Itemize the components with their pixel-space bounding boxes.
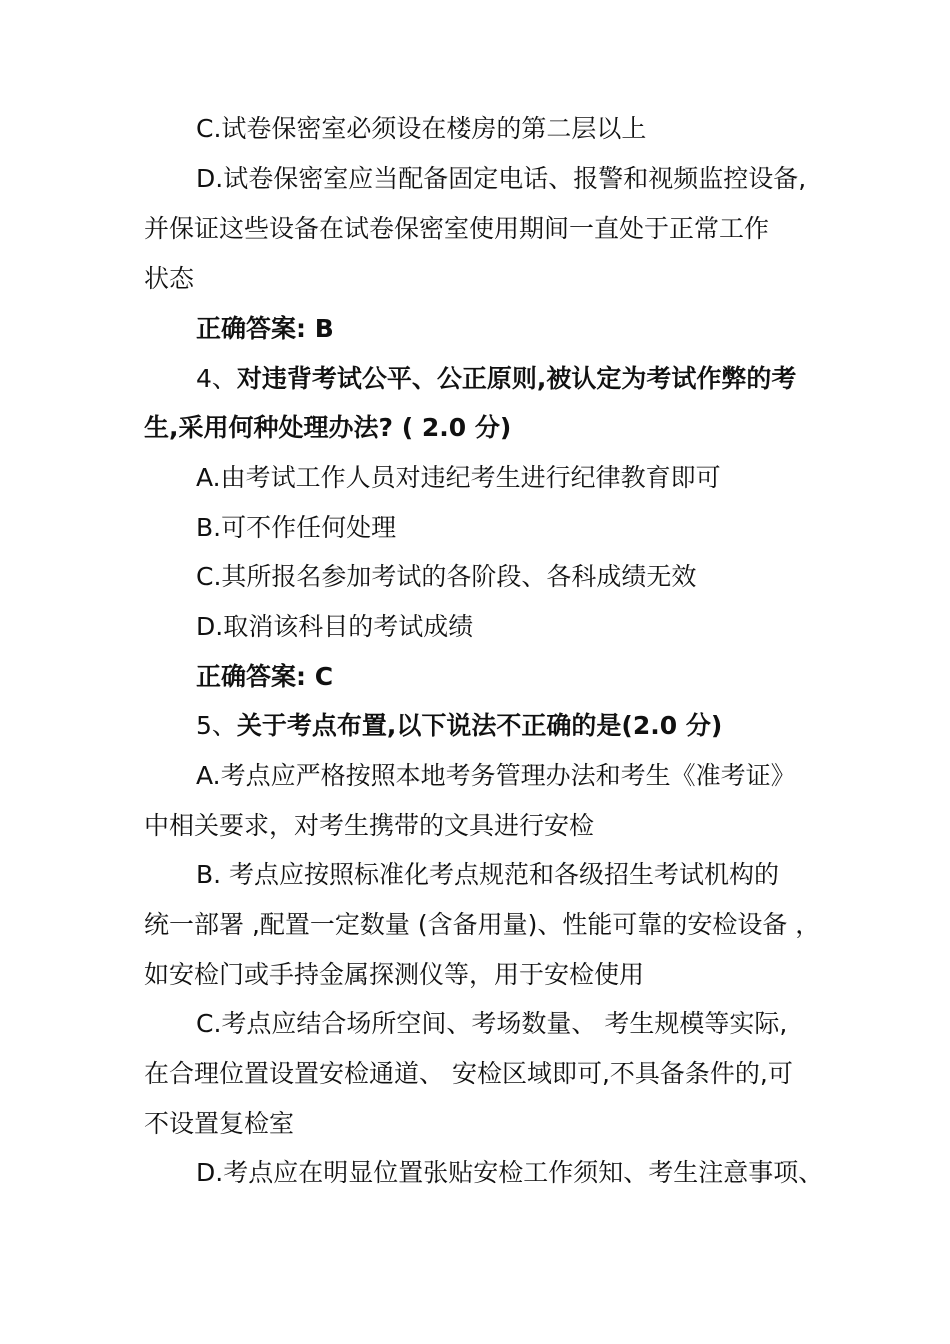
q4-question-line-1 xyxy=(196,362,796,396)
q3-option-d-line-3: 状态 xyxy=(144,264,195,293)
q4-option-a: A.由考试工作人员对违纪考生进行纪律教育即可 xyxy=(196,463,721,492)
q4-question-text-1: 对违背考试公平、公正原则,被认定为考试作弊的考 xyxy=(236,364,797,393)
q5-option-c-line-2: 在合理位置设置安检通道、 安检区域即可,不具备条件的,可 xyxy=(144,1059,793,1088)
q5-question-text: 关于考点布置,以下说法不正确的是(2.0 分) xyxy=(236,711,723,740)
q5-option-c-line-1: C.考点应结合场所空间、考场数量、 考生规模等实际, xyxy=(196,1009,788,1038)
q4-option-d: D.取消该科目的考试成绩 xyxy=(196,612,474,641)
q5-option-b-line-3: 如安检门或手持金属探测仪等，用于安检使用 xyxy=(144,960,645,989)
q5-option-a-line-1: A.考点应严格按照本地考务管理办法和考生《准考证》 xyxy=(196,761,796,790)
q4-correct-answer: 正确答案: C xyxy=(196,662,334,691)
q5-option-b-line-2: 统一部署 ,配置一定数量 (含备用量)、性能可靠的安检设备 ， xyxy=(144,910,821,939)
q5-option-a-line-2: 中相关要求，对考生携带的文具进行安检 xyxy=(144,811,595,840)
q4-question-line-2: 生,采用何种处理办法? ( 2.0 分) xyxy=(144,413,512,442)
q5-question-line xyxy=(196,709,722,743)
q5-option-c-line-3: 不设置复检室 xyxy=(144,1109,295,1138)
q5-number: 5、 xyxy=(196,711,237,740)
q4-option-c: C.其所报名参加考试的各阶段、各科成绩无效 xyxy=(196,562,697,591)
q4-number: 4、 xyxy=(196,364,237,393)
q5-option-b-line-1: B. 考点应按照标准化考点规范和各级招生考试机构的 xyxy=(196,860,780,889)
q5-option-d-line-1: D.考点应在明显位置张贴安检工作须知、考生注意事项、 xyxy=(196,1158,824,1187)
q3-option-d-line-1: D.试卷保密室应当配备固定电话、报警和视频监控设备, xyxy=(196,164,807,193)
q3-option-d-line-2: 并保证这些设备在试卷保密室使用期间一直处于正常工作 xyxy=(144,214,770,243)
q3-correct-answer: 正确答案: B xyxy=(196,314,334,343)
q3-option-c: C.试卷保密室必须设在楼房的第二层以上 xyxy=(196,114,647,143)
q4-option-b: B.可不作任何处理 xyxy=(196,513,397,542)
